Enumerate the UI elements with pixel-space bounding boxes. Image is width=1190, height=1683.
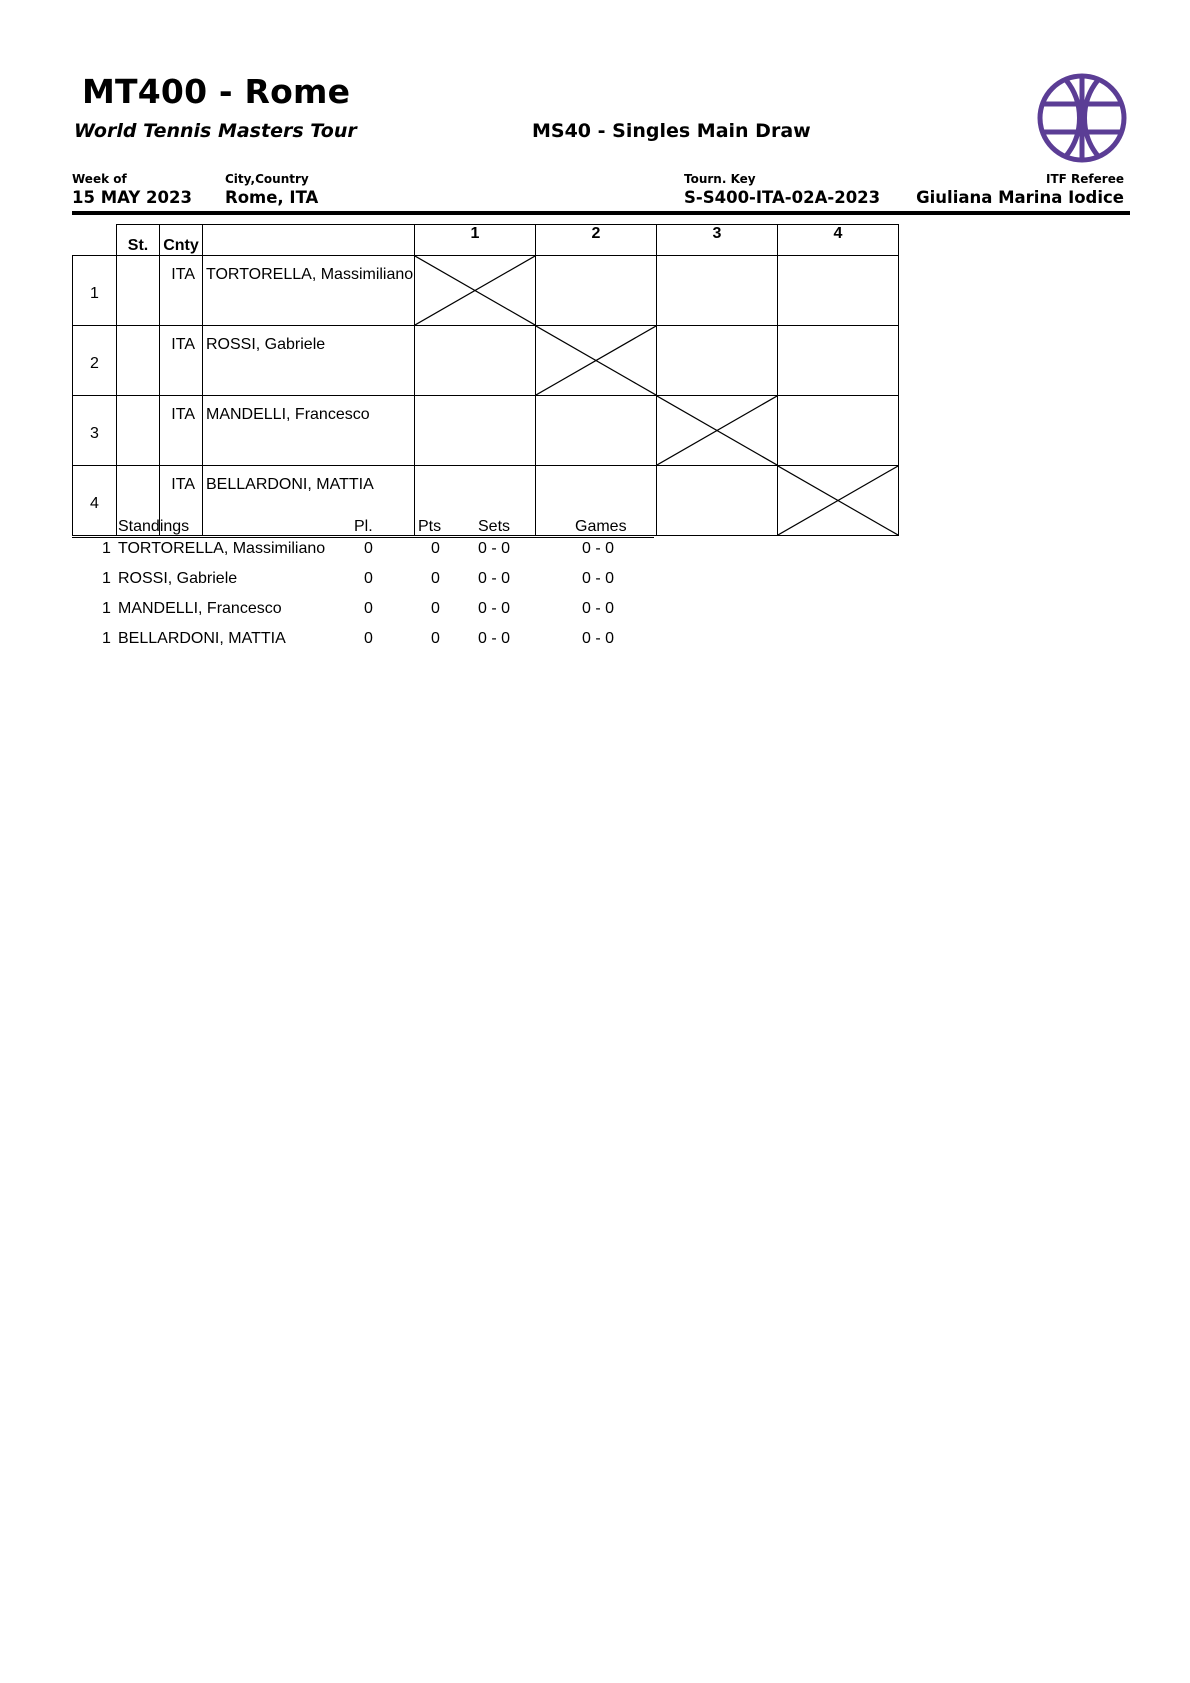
country-code: ITA — [160, 466, 203, 536]
standings-points: 0 — [431, 570, 440, 587]
week-value: 15 MAY 2023 — [72, 188, 192, 207]
col-header-round-3: 3 — [657, 225, 778, 256]
col-header-name — [203, 225, 415, 256]
corner-cell — [73, 225, 117, 256]
standings-rank: 1 — [102, 570, 111, 587]
standings-sets: 0 - 0 — [478, 540, 511, 557]
standings-player-name: TORTORELLA, Massimiliano — [118, 540, 326, 557]
standings-header-name: Standings — [118, 518, 190, 535]
draw-row — [73, 326, 899, 396]
status-cell — [117, 326, 160, 396]
standings-sets: 0 - 0 — [478, 570, 511, 587]
header-divider — [72, 211, 1130, 215]
tourn-key-label: Tourn. Key — [684, 172, 756, 186]
standings-games: 0 - 0 — [582, 570, 615, 587]
standings-games: 0 - 0 — [582, 540, 615, 557]
standings-points: 0 — [431, 600, 440, 617]
standings-rank: 1 — [102, 630, 111, 647]
standings-played: 0 — [364, 630, 373, 647]
standings-points: 0 — [431, 540, 440, 557]
draw-grid — [72, 224, 899, 536]
standings-games: 0 - 0 — [582, 630, 615, 647]
standings-header-played: Pl. — [354, 518, 373, 535]
player-name: ROSSI, Gabriele — [203, 326, 415, 396]
standings-player-name: ROSSI, Gabriele — [118, 570, 238, 587]
draw-row — [73, 396, 899, 466]
standings-played: 0 — [364, 600, 373, 617]
standings-header-underline — [72, 537, 654, 538]
standings-games: 0 - 0 — [582, 600, 615, 617]
draw-row — [73, 256, 899, 326]
tennis-ball-globe-icon — [1036, 72, 1128, 164]
player-name: TORTORELLA, Massimiliano — [203, 256, 415, 326]
score-cell — [536, 396, 657, 466]
seed-number: 2 — [73, 326, 117, 396]
score-cell — [657, 466, 778, 536]
standings-played: 0 — [364, 540, 373, 557]
status-cell — [117, 256, 160, 326]
col-header-round-2: 2 — [536, 225, 657, 256]
referee-label: ITF Referee — [1046, 172, 1124, 186]
draw-name: MS40 - Singles Main Draw — [532, 120, 811, 142]
col-header-round-1: 1 — [415, 225, 536, 256]
standings-points: 0 — [431, 630, 440, 647]
col-header-st: St. — [117, 225, 160, 256]
tournament-title: MT400 - Rome — [82, 72, 351, 111]
country-code: ITA — [160, 396, 203, 466]
standings-header-games: Games — [575, 518, 627, 535]
seed-number: 3 — [73, 396, 117, 466]
standings-header-points: Pts — [418, 518, 442, 535]
score-cell — [657, 256, 778, 326]
score-cell — [778, 326, 899, 396]
self-match-cross — [778, 466, 899, 536]
col-header-cnty: Cnty — [160, 225, 203, 256]
score-cell — [657, 326, 778, 396]
country-code: ITA — [160, 326, 203, 396]
standings-header-sets: Sets — [478, 518, 511, 535]
standings-sets: 0 - 0 — [478, 600, 511, 617]
draw-header-row — [73, 225, 899, 256]
country-code: ITA — [160, 256, 203, 326]
standings-rank: 1 — [102, 600, 111, 617]
player-name: MANDELLI, Francesco — [203, 396, 415, 466]
seed-number: 1 — [73, 256, 117, 326]
score-cell — [778, 256, 899, 326]
standings-rank: 1 — [102, 540, 111, 557]
city-value: Rome, ITA — [225, 188, 319, 207]
score-cell — [778, 396, 899, 466]
tour-name: World Tennis Masters Tour — [74, 120, 357, 142]
self-match-cross — [536, 326, 657, 396]
seed-number: 4 — [73, 466, 117, 536]
standings-player-name: MANDELLI, Francesco — [118, 600, 282, 617]
standings-sets: 0 - 0 — [478, 630, 511, 647]
referee-value: Giuliana Marina Iodice — [916, 188, 1124, 207]
standings-player-name: BELLARDONI, MATTIA — [118, 630, 286, 647]
standings-played: 0 — [364, 570, 373, 587]
status-cell — [117, 396, 160, 466]
city-label: City,Country — [225, 172, 309, 186]
self-match-cross — [415, 256, 536, 326]
player-name: BELLARDONI, MATTIA — [203, 466, 415, 536]
tourn-key-value: S-S400-ITA-02A-2023 — [684, 188, 881, 207]
week-label: Week of — [72, 172, 127, 186]
self-match-cross — [657, 396, 778, 466]
score-cell — [415, 326, 536, 396]
col-header-round-4: 4 — [778, 225, 899, 256]
score-cell — [415, 396, 536, 466]
score-cell — [536, 256, 657, 326]
